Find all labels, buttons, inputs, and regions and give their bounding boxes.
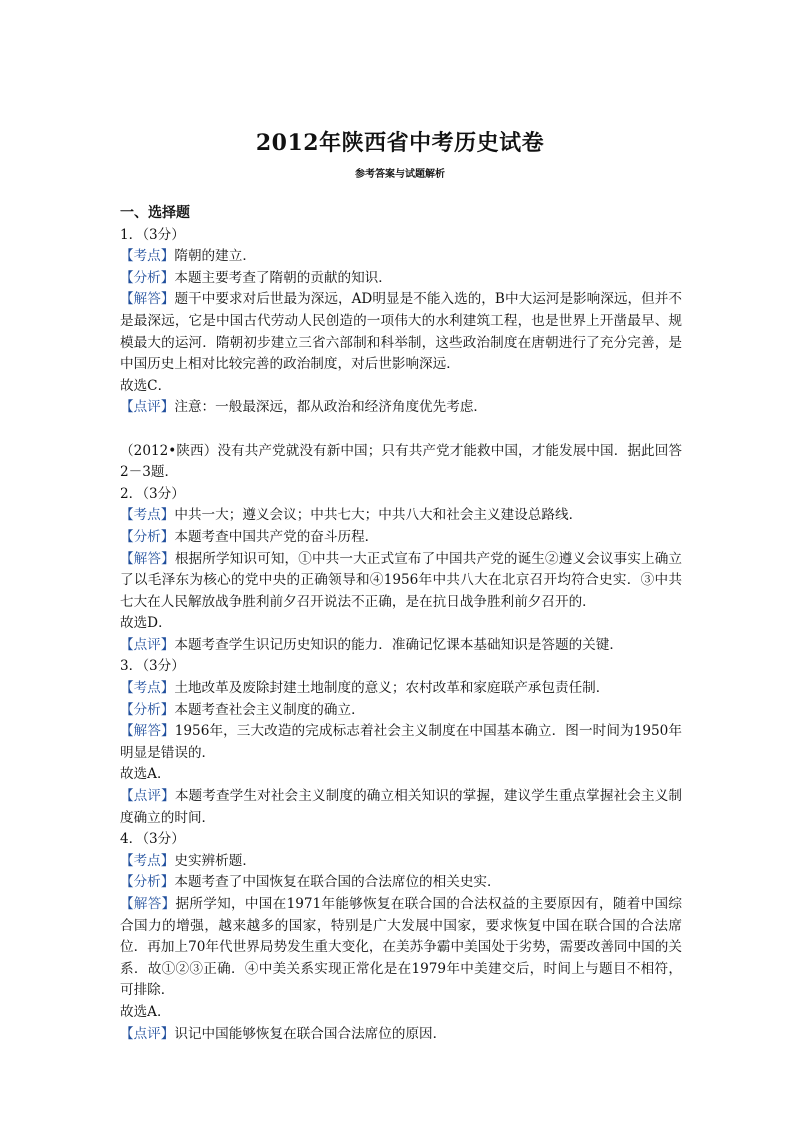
dianping-row xyxy=(120,1024,682,1046)
answer-line: 故选C． xyxy=(120,377,172,394)
kaodian-tag: 【考点】 xyxy=(120,248,175,265)
kaodian-row xyxy=(120,246,682,268)
dianping-text: 识记中国能够恢复在联合国合法席位的原因． xyxy=(174,1025,447,1042)
page-subtitle: 参考答案与试题解析 xyxy=(355,169,445,180)
fenxi-text: 本题考查社会主义制度的确立． xyxy=(174,701,365,718)
kaodian-row xyxy=(120,505,682,527)
kaodian-row xyxy=(120,678,682,700)
fenxi-row xyxy=(120,268,682,290)
answer-line: 故选A． xyxy=(120,766,171,783)
dianping-text: 注意：一般最深远，都从政治和经济角度优先考虑． xyxy=(174,399,488,416)
document-body xyxy=(120,203,682,1045)
question-header: 2．（3分） xyxy=(120,485,185,502)
jieda-tag: 【解答】 xyxy=(120,291,175,308)
question-3 xyxy=(120,656,682,829)
group-intro: （2012•陕西）没有共产党就没有新中国；只有共产党才能救中国，才能发展中国．据此回答2－3题． xyxy=(120,442,682,481)
fenxi-text: 本题考查中国共产党的奋斗历程． xyxy=(174,528,379,545)
kaodian-text: 隋朝的建立． xyxy=(174,248,256,265)
jieda-text: 1956年，三大改造的完成标志着社会主义制度在中国基本确立．图一时间为1950年明显是错误的． xyxy=(120,723,682,761)
fenxi-row xyxy=(120,872,682,894)
dianping-tag: 【点评】 xyxy=(120,1025,175,1042)
jieda-tag: 【解答】 xyxy=(120,896,176,912)
jieda-text: 据所学知，中国在1971年能够恢复在联合国的合法权益的主要原因有，随着中国综合国力的增强，越来越多的国家，特别是广大发展中国家，要求恢复中国在联合国的合法席位．再加上70年代世界局势发生重大变化，在美苏争霸中美国处于劣势，需要改善同中国的关系．故①②③正确．④中美关系实现正常化是在1979年中美建交后，时间上与题目不相符，可排除． xyxy=(120,896,683,999)
fenxi-tag: 【分析】 xyxy=(120,269,175,286)
question-1 xyxy=(120,225,682,419)
dianping-text: 本题考查学生识记历史知识的能力．准确记忆课本基础知识是答题的关键． xyxy=(174,636,623,653)
dianping-row xyxy=(120,397,682,419)
dianping-tag: 【点评】 xyxy=(120,399,175,416)
dianping-row xyxy=(120,786,682,829)
kaodian-tag: 【考点】 xyxy=(120,852,175,869)
jieda-tag: 【解答】 xyxy=(120,723,175,740)
jieda-row xyxy=(120,549,682,614)
spacer xyxy=(120,419,682,441)
fenxi-text: 本题主要考查了隋朝的贡献的知识． xyxy=(174,269,392,286)
fenxi-tag: 【分析】 xyxy=(120,701,175,718)
answer-line: 故选A． xyxy=(120,1003,171,1020)
question-header: 4．（3分） xyxy=(120,831,185,848)
question-4 xyxy=(120,829,682,1045)
kaodian-tag: 【考点】 xyxy=(120,680,175,697)
jieda-text: 题干中要求对后世最为深远，AD明显是不能入选的，B中大运河是影响深远，但并不是最深远，它是中国古代劳动人民创造的一项伟大的水利建筑工程，也是世界上开凿最早、规模最大的运河．隋朝初步建立三省六部制和科举制，这些政治制度在唐朝进行了充分完善，是中国历史上相对比较完善的政治制度，对后世影响深远． xyxy=(120,291,683,373)
kaodian-tag: 【考点】 xyxy=(120,507,175,524)
dianping-text: 本题考查学生对社会主义制度的确立相关知识的掌握，建议学生重点掌握社会主义制度确立的时间． xyxy=(120,788,683,826)
jieda-row xyxy=(120,289,682,375)
fenxi-row xyxy=(120,527,682,549)
jieda-row xyxy=(120,721,682,764)
kaodian-text: 史实辨析题． xyxy=(174,852,256,869)
section-heading: 一、选择题 xyxy=(120,205,190,221)
jieda-text: 根据所学知识可知，①中共一大正式宣布了中国共产党的诞生②遵义会议事实上确立了以毛泽东为核心的党中央的正确领导和④1956年中共八大在北京召开均符合史实．③中共七大在人民解放战争胜利前夕召开说法不正确，是在抗日战争胜利前夕召开的． xyxy=(120,550,683,610)
jieda-row xyxy=(120,894,682,1002)
fenxi-row xyxy=(120,700,682,722)
answer-line: 故选D． xyxy=(120,615,172,632)
kaodian-text: 土地改革及废除封建土地制度的意义；农村改革和家庭联产承包责任制． xyxy=(174,680,610,697)
question-header: 3．（3分） xyxy=(120,658,185,675)
question-header: 1．（3分） xyxy=(120,226,185,243)
dianping-tag: 【点评】 xyxy=(120,636,175,653)
jieda-tag: 【解答】 xyxy=(120,550,175,567)
page-title: 2012年陕西省中考历史试卷 xyxy=(255,130,545,156)
question-2 xyxy=(120,484,682,657)
kaodian-row xyxy=(120,851,682,873)
fenxi-tag: 【分析】 xyxy=(120,528,175,545)
kaodian-text: 中共一大；遵义会议；中共七大；中共八大和社会主义建设总路线． xyxy=(174,507,583,524)
dianping-tag: 【点评】 xyxy=(120,788,175,805)
dianping-row xyxy=(120,635,682,657)
fenxi-text: 本题考查了中国恢复在联合国的合法席位的相关史实． xyxy=(174,874,501,891)
fenxi-tag: 【分析】 xyxy=(120,874,175,891)
